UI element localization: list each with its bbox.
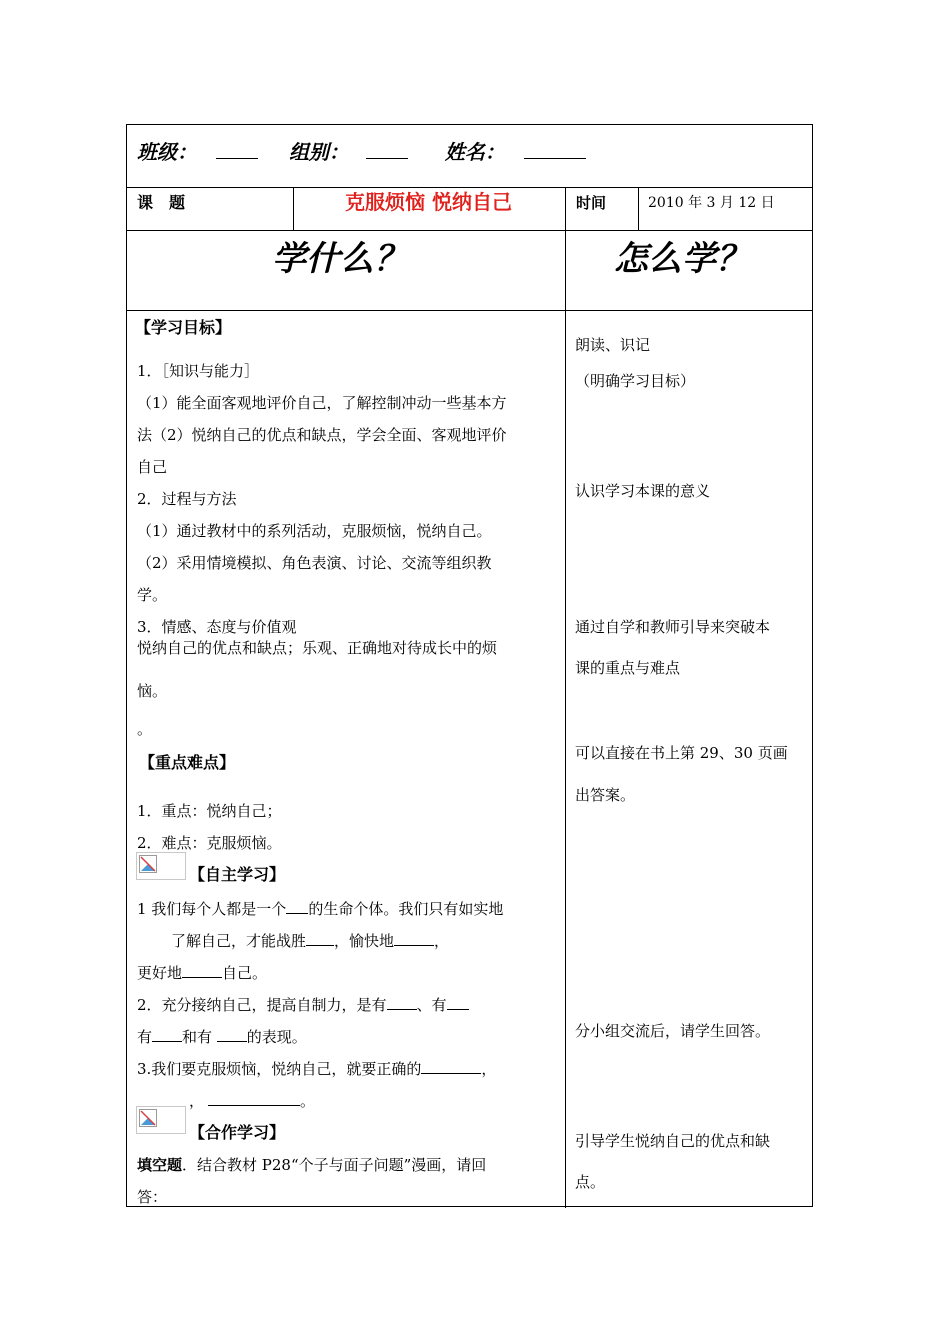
q1-blank-3[interactable] [394,931,434,946]
q2-text: 的表现。 [246,1028,307,1046]
q1-blank-1[interactable] [286,899,308,914]
group-blank[interactable] [366,144,408,159]
q2-text: 2．充分接纳自己，提高自制力，是有 [137,996,387,1014]
key-point-2: 2．难点：克服烦恼。 [137,834,282,852]
q1-text: 的生命个体。我们只有如实地 [308,900,504,918]
q1-text: 了解自己，才能战胜 [171,932,307,950]
question-1-line-2 [171,931,449,951]
goal-dot: 。 [137,720,153,738]
goal-2a: （1）通过教材中的系列活动，克服烦恼，悦纳自己。 [137,522,492,540]
fill-in-text: ．结合教材 P28“个子与面子问题”漫画，请回 [182,1156,487,1174]
q1-text: ，愉快地 [334,932,395,950]
q1-blank-2[interactable] [306,931,334,946]
goal-2b: （2）采用情境模拟、角色表演、讨论、交流等组织教 [137,554,492,572]
col-divider [638,187,639,230]
q3-blank-1[interactable] [421,1059,481,1074]
question-3-line-2 [189,1091,315,1111]
cooperative-study-title: 【合作学习】 [189,1123,286,1142]
q1-text: 1 我们每个人都是一个 [137,900,287,918]
goal-3b: 恼。 [137,682,168,700]
fill-in-label: 填空题 [137,1156,183,1174]
class-blank[interactable] [216,144,258,159]
method-9: 引导学生悦纳自己的优点和缺 [575,1132,771,1150]
fill-in-question [137,1155,486,1175]
q2-blank-2[interactable] [447,995,469,1010]
self-study-title: 【自主学习】 [189,865,286,884]
name-blank[interactable] [524,144,586,159]
row-divider [127,187,812,188]
method-3: 认识学习本课的意义 [575,482,711,500]
goal-1c: 自己 [137,458,168,476]
q1-blank-4[interactable] [182,963,222,978]
q3-text: ， [481,1060,497,1078]
topic-label: 课 题 [137,193,186,212]
class-label: 班级： [137,140,197,164]
q2-blank-1[interactable] [387,995,417,1010]
q2-text: 、有 [416,996,447,1014]
broken-image-icon [136,852,186,880]
method-1: 朗读、识记 [575,336,651,354]
method-6: 可以直接在书上第 29、30 页画 [575,744,788,762]
method-5: 课的重点与难点 [575,659,681,677]
question-3-line-1 [137,1059,496,1079]
key-point-1: 1．重点：悦纳自己； [137,802,282,820]
row-divider [127,310,812,311]
question-1-line-3 [137,963,267,983]
q3-text: 3.我们要克服烦恼，悦纳自己，就要正确的 [137,1060,422,1078]
question-2-line-1 [137,995,469,1015]
name-label: 姓名： [444,140,505,164]
method-4: 通过自学和教师引导来突破本 [575,618,771,636]
time-label: 时间 [576,194,607,212]
goal-2: 2．过程与方法 [137,490,237,508]
q3-blank-2[interactable] [208,1091,300,1106]
question-1-line-1 [137,899,503,919]
time-value: 2010 年 3 月 12 日 [648,195,775,211]
goal-1a: （1）能全面客观地评价自己，了解控制冲动一些基本方 [137,394,507,412]
question-2-line-2 [137,1027,307,1047]
topic-title: 克服烦恼 悦纳自己 [345,190,512,214]
q1-text: 自己。 [222,964,268,982]
student-info-line [137,139,586,165]
method-8: 分小组交流后，请学生回答。 [575,1022,771,1040]
goal-1: 1．［知识与能力］ [137,362,260,380]
q1-text: ， [434,932,450,950]
q3-text: ， [189,1092,205,1110]
q2-text: 有 [137,1028,153,1046]
row-divider [127,230,812,231]
goal-2c: 学。 [137,586,168,604]
key-points-title: 【重点难点】 [139,753,236,772]
goals-title: 【学习目标】 [135,318,232,337]
method-2: （明确学习目标） [575,372,696,390]
right-column-heading: 怎么学？ [614,239,750,279]
lesson-plan-table [126,124,813,1207]
q1-text: 更好地 [137,964,183,982]
q3-text: 。 [300,1092,316,1110]
goal-3a: 悦纳自己的优点和缺点；乐观、正确地对待成长中的烦 [137,639,498,657]
q2-blank-3[interactable] [152,1027,182,1042]
col-divider [565,187,566,1208]
goal-3: 3．情感、态度与价值观 [137,618,297,636]
q2-text: 和有 [182,1028,217,1046]
method-10: 点。 [575,1173,606,1191]
left-column-heading: 学什么？ [272,239,408,279]
fill-in-question-cont: 答： [137,1188,168,1206]
method-7: 出答案。 [575,786,636,804]
q2-blank-4[interactable] [217,1027,247,1042]
broken-image-icon [136,1106,186,1134]
goal-1b: 法（2）悦纳自己的优点和缺点，学会全面、客观地评价 [137,426,507,444]
group-label: 组别： [288,140,349,164]
col-divider [293,187,294,230]
